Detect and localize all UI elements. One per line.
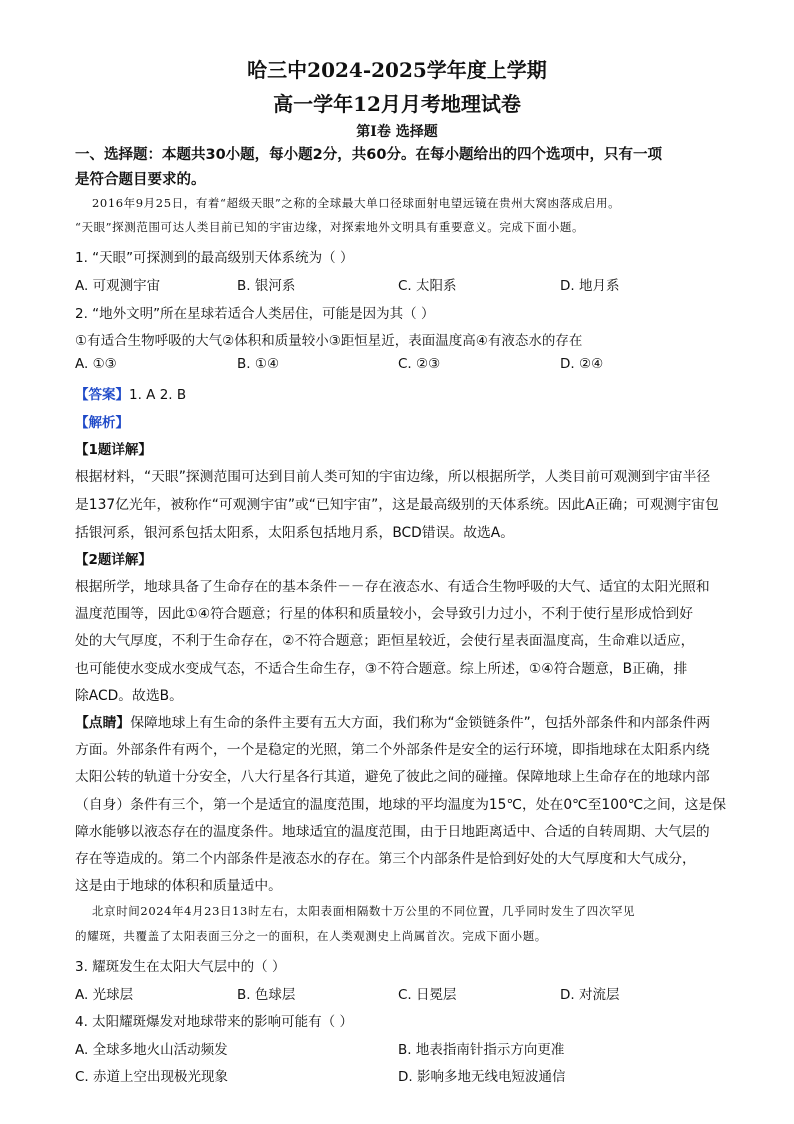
analysis-label: 【解析】	[75, 415, 129, 431]
detail-2-line: 也可能使水变成水变成气态，不适合生命生存，③不符合题意。综上所述，①④符合题意，B正确，排	[75, 661, 688, 677]
detail-1-line: 根据材料，“天眼”探测范围可达到目前人类可知的宇宙边缘，所以根据所学，人类目前可观测到宇宙半径	[75, 469, 711, 485]
section-title: 第Ⅰ卷 选择题	[356, 124, 438, 140]
exam-title-school: 哈三中2024-2025学年度上学期	[247, 58, 547, 82]
question-2-stem: 2. “地外文明”所在星球若适合人类居住，可能是因为其（ ）	[75, 306, 435, 322]
detail-2-line: 根据所学，地球具备了生命存在的基本条件－－存在液态水、有适合生物呼吸的大气、适宜的太阳光照和	[75, 579, 710, 595]
detail-1-line: 括银河系，银河系包括太阳系，太阳系包括地月系，BCD错误。故选A。	[75, 525, 515, 541]
question-1-option-b: B. 银河系	[237, 278, 296, 294]
question-3-stem: 3. 耀斑发生在太阳大气层中的（ ）	[75, 959, 286, 975]
question-3-option-b: B. 色球层	[237, 987, 296, 1003]
tip-line: 障水能够以液态存在的温度条件。地球适宜的温度范围，由于日地距离适中、合适的自转周期、大气层的	[75, 824, 710, 840]
tip-line: 方面。外部条件有两个，一个是稳定的光照，第二个外部条件是安全的运行环境，即指地球在太阳系内绕	[75, 742, 710, 758]
material-1-line-1: 2016年9月25日，有着“超级天眼”之称的全球最大单口径球面射电望远镜在贵州大窝凼落成启用。	[92, 196, 621, 210]
question-1-option-a: A. 可观测宇宙	[75, 278, 161, 294]
tip-line: 太阳公转的轨道十分安全，八大行星各行其道，避免了彼此之间的碰撞。保障地球上生命存在的地球内部	[75, 769, 710, 785]
question-4-stem: 4. 太阳耀斑爆发对地球带来的影响可能有（ ）	[75, 1014, 353, 1030]
detail-2-line: 处的大气厚度，不利于生命存在，②不符合题意；距恒星较近，会使行星表面温度高，生命难以适应，	[75, 633, 695, 649]
question-2-option-d: D. ②④	[560, 356, 604, 372]
question-4-option-b: B. 地表指南针指示方向更准	[398, 1042, 565, 1058]
question-2-option-a: A. ①③	[75, 356, 117, 372]
question-1-stem: 1. “天眼”可探测到的最高级别天体系统为（ ）	[75, 250, 354, 266]
detail-1-line: 是137亿光年，被称作“可观测宇宙”或“已知宇宙”，这是最高级别的天体系统。因此A正确；可观测宇宙包	[75, 497, 719, 513]
question-4-option-d: D. 影响多地无线电短波通信	[398, 1069, 566, 1085]
question-3-option-c: C. 日冕层	[398, 987, 457, 1003]
question-3-option-a: A. 光球层	[75, 987, 134, 1003]
question-1-option-c: C. 太阳系	[398, 278, 457, 294]
tip-first-text: 保障地球上有生命的条件主要有五大方面，我们称为“金锁链条件”，包括外部条件和内部条件两	[130, 715, 711, 731]
material-1-line-2: “天眼”探测范围可达人类目前已知的宇宙边缘，对探索地外文明具有重要意义。完成下面小题。	[75, 220, 585, 234]
question-1-option-d: D. 地月系	[560, 278, 620, 294]
answer-value: 1. A 2. B	[129, 387, 187, 403]
question-3-option-d: D. 对流层	[560, 987, 620, 1003]
detail-1-label: 【1题详解】	[75, 442, 152, 458]
answer-label: 【答案】	[75, 387, 129, 403]
tip-line: 存在等造成的。第二个内部条件是液态水的存在。第三个内部条件是恰到好处的大气厚度和大气成分，	[75, 851, 696, 867]
tip-first-line	[75, 711, 710, 731]
tip-line: 这是由于地球的体积和质量适中。	[75, 878, 282, 894]
answer-line	[75, 383, 186, 403]
material-2-line-2: 的耀斑，共覆盖了太阳表面三分之一的面积，在人类观测史上尚属首次。完成下面小题。	[75, 929, 547, 943]
material-2-line-1: 北京时间2024年4月23日13时左右，太阳表面相隔数十万公里的不同位置，几乎同时发生了四次罕见	[92, 904, 636, 918]
question-4-option-a: A. 全球多地火山活动频发	[75, 1042, 228, 1058]
detail-2-line: 温度范围等，因此①④符合题意；行星的体积和质量较小，会导致引力过小，不利于使行星形成恰到好	[75, 606, 694, 622]
instructions-line-1: 一、选择题：本题共30小题，每小题2分，共60分。在每小题给出的四个选项中，只有一项	[75, 147, 662, 163]
tip-label: 【点睛】	[75, 715, 131, 731]
question-2-statements: ①有适合生物呼吸的大气②体积和质量较小③距恒星近，表面温度高④有液态水的存在	[75, 333, 583, 349]
question-2-option-b: B. ①④	[237, 356, 280, 372]
instructions-line-2: 是符合题目要求的。	[75, 172, 206, 188]
tip-line: （自身）条件有三个，第一个是适宜的温度范围，地球的平均温度为15℃，处在0℃至100℃之间，这是保	[75, 797, 727, 813]
detail-2-label: 【2题详解】	[75, 552, 152, 568]
question-4-option-c: C. 赤道上空出现极光现象	[75, 1069, 229, 1085]
exam-title-course: 高一学年12月月考地理试卷	[273, 92, 521, 116]
question-2-option-c: C. ②③	[398, 356, 441, 372]
detail-2-line: 除ACD。故选B。	[75, 688, 183, 704]
